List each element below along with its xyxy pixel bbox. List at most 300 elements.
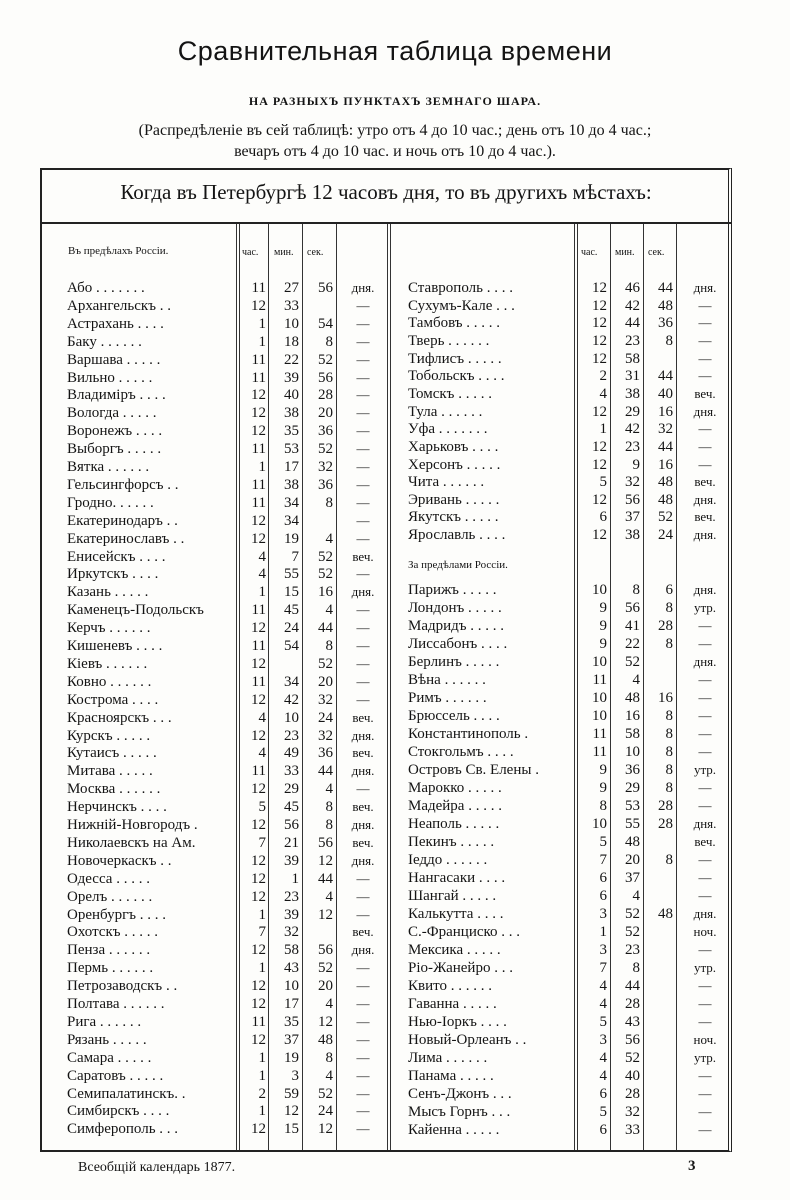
seconds-value bbox=[647, 923, 673, 941]
minutes-value: 45 bbox=[284, 602, 299, 619]
footer-publication: Всеобщій календарь 1877. bbox=[78, 1160, 236, 1175]
hours-value: 5 bbox=[599, 1104, 607, 1120]
seconds-value: 44 bbox=[658, 368, 673, 385]
hours-value: 10 bbox=[592, 816, 607, 832]
minutes-value: 46 bbox=[625, 280, 640, 296]
period-value: — bbox=[698, 1122, 712, 1137]
hours-value: 12 bbox=[592, 491, 607, 508]
place-name: Гродно. . . . . . bbox=[67, 494, 154, 511]
place-name: Керчъ . . . . . . bbox=[67, 620, 151, 637]
place-name: Астрахань . . . . bbox=[67, 315, 164, 332]
minutes-value: 40 bbox=[284, 387, 299, 404]
hours-value: 12 bbox=[251, 1031, 266, 1048]
period-value: — bbox=[356, 996, 370, 1011]
seconds-value: 44 bbox=[318, 870, 333, 887]
seconds-value: 52 bbox=[318, 960, 333, 977]
minutes-value: 19 bbox=[284, 1049, 299, 1066]
place-name: Лима . . . . . . bbox=[408, 1050, 488, 1066]
hours-value: 1 bbox=[258, 584, 266, 601]
place-name: Тамбовъ . . . . . bbox=[408, 315, 501, 332]
minutes-value: 23 bbox=[625, 942, 640, 958]
seconds-value: 52 bbox=[318, 351, 333, 368]
place-name: Тифлисъ . . . . . bbox=[408, 350, 502, 367]
hours-value: 11 bbox=[251, 369, 266, 386]
period-value: — bbox=[698, 456, 712, 472]
place-name: Саратовъ . . . . . bbox=[67, 1067, 164, 1084]
seconds-value bbox=[306, 512, 333, 530]
period-value: — bbox=[698, 1014, 712, 1029]
hours-value: 12 bbox=[251, 852, 266, 869]
hours-value: 4 bbox=[258, 745, 266, 762]
period-value: — bbox=[356, 1085, 370, 1101]
period-value: ноч. bbox=[693, 1032, 717, 1047]
period-value: веч. bbox=[352, 799, 374, 815]
minutes-value: 33 bbox=[625, 1122, 640, 1138]
page-title: Сравнительная таблица времени bbox=[177, 36, 613, 66]
seconds-value: 16 bbox=[658, 403, 673, 420]
col-hours-right: час. bbox=[581, 247, 598, 258]
place-name: Лиссабонъ . . . . bbox=[408, 636, 508, 652]
hours-value: 11 bbox=[251, 280, 266, 296]
seconds-value: 8 bbox=[325, 333, 333, 350]
seconds-value: 4 bbox=[325, 530, 333, 547]
seconds-value: 4 bbox=[325, 781, 333, 798]
place-name: Курскъ . . . . . bbox=[67, 727, 151, 744]
column-divider bbox=[610, 224, 611, 1150]
place-name: Екатеринодаръ . . bbox=[67, 512, 178, 529]
seconds-value bbox=[647, 887, 673, 905]
place-name: Сенъ-Джонъ . . . bbox=[408, 1086, 512, 1102]
period-value: — bbox=[356, 978, 370, 994]
period-value: — bbox=[356, 351, 370, 367]
minutes-value: 43 bbox=[284, 960, 299, 977]
place-name: Томскъ . . . . . bbox=[408, 385, 492, 402]
seconds-value: 8 bbox=[665, 744, 673, 760]
hours-value: 10 bbox=[592, 708, 607, 724]
hours-value: 4 bbox=[599, 996, 607, 1012]
seconds-value: 16 bbox=[318, 584, 333, 601]
minutes-value: 38 bbox=[625, 385, 640, 402]
place-name: Харьковъ . . . . bbox=[408, 438, 499, 455]
place-name: Лондонъ . . . . . bbox=[408, 600, 502, 616]
col-seconds-left: сек. bbox=[307, 247, 324, 258]
seconds-value: 8 bbox=[325, 638, 333, 654]
period-value: — bbox=[356, 691, 370, 707]
hours-value: 9 bbox=[599, 762, 607, 778]
minutes-value: 23 bbox=[284, 727, 299, 744]
minutes-value: 4 bbox=[632, 888, 640, 904]
place-name: Вѣна . . . . . . bbox=[408, 672, 486, 688]
place-name: Николаевскъ на Ам. bbox=[67, 834, 196, 851]
period-value: — bbox=[698, 1068, 712, 1083]
place-name: Або . . . . . . . bbox=[67, 280, 145, 296]
place-name: Красноярскъ . . . bbox=[67, 709, 172, 726]
place-name: Казань . . . . . bbox=[67, 584, 149, 601]
period-value: — bbox=[356, 494, 370, 510]
hours-value: 5 bbox=[599, 834, 607, 850]
hours-value: 12 bbox=[592, 315, 607, 332]
place-name: Чита . . . . . . bbox=[408, 474, 485, 491]
seconds-value: 8 bbox=[665, 762, 673, 778]
place-name: Нангасаки . . . . bbox=[408, 870, 506, 886]
period-value: — bbox=[356, 602, 370, 618]
period-value: — bbox=[356, 441, 370, 457]
period-value: — bbox=[356, 315, 370, 331]
minutes-value: 21 bbox=[284, 834, 299, 851]
seconds-value: 32 bbox=[318, 459, 333, 475]
period-value: дня. bbox=[351, 280, 375, 295]
seconds-value bbox=[647, 1103, 673, 1121]
place-name: Марокко . . . . . bbox=[408, 780, 502, 796]
minutes-value: 54 bbox=[284, 638, 299, 654]
place-name: Орелъ . . . . . . bbox=[67, 888, 153, 905]
hours-value: 1 bbox=[258, 906, 266, 923]
period-value: — bbox=[356, 423, 370, 439]
hours-value: 12 bbox=[251, 405, 266, 422]
minutes-value: 53 bbox=[625, 798, 640, 814]
place-name: Мексика . . . . . bbox=[408, 942, 501, 958]
minutes-value: 34 bbox=[284, 512, 299, 529]
hours-value: 6 bbox=[599, 1122, 607, 1138]
period-value: дня. bbox=[693, 582, 717, 597]
hours-value: 11 bbox=[251, 476, 266, 493]
seconds-value: 4 bbox=[325, 888, 333, 905]
seconds-value bbox=[647, 671, 673, 689]
period-value: дня. bbox=[351, 817, 375, 832]
seconds-value: 48 bbox=[658, 906, 673, 922]
minutes-value: 23 bbox=[625, 332, 640, 349]
hours-value: 11 bbox=[251, 441, 266, 458]
seconds-value: 12 bbox=[318, 1121, 333, 1138]
minutes-value: 56 bbox=[625, 1032, 640, 1048]
seconds-value: 52 bbox=[318, 566, 333, 583]
minutes-value: 18 bbox=[284, 333, 299, 350]
hours-value: 3 bbox=[599, 942, 607, 958]
section-abroad-label: За предѣлами Россіи. bbox=[408, 559, 508, 571]
period-value: — bbox=[698, 942, 712, 957]
period-value: — bbox=[698, 438, 712, 454]
column-divider bbox=[574, 224, 578, 1150]
minutes-value: 35 bbox=[284, 1013, 299, 1030]
place-name: Архангельскъ . . bbox=[67, 297, 171, 314]
seconds-value: 28 bbox=[658, 816, 673, 832]
minutes-value: 34 bbox=[284, 494, 299, 511]
minutes-value: 32 bbox=[625, 1104, 640, 1120]
seconds-value bbox=[647, 1049, 673, 1067]
period-value: — bbox=[356, 1013, 370, 1029]
place-name: Вильно . . . . . bbox=[67, 369, 153, 386]
hours-value: 12 bbox=[251, 297, 266, 314]
col-seconds-right: сек. bbox=[648, 247, 665, 258]
seconds-value: 8 bbox=[325, 817, 333, 833]
period-value: — bbox=[698, 618, 712, 633]
period-value: — bbox=[356, 387, 370, 403]
hours-value: 5 bbox=[599, 474, 607, 491]
place-name: Выборгъ . . . . . bbox=[67, 441, 162, 458]
period-value: веч. bbox=[694, 385, 716, 401]
seconds-value: 8 bbox=[665, 780, 673, 796]
place-name: Воронежъ . . . . bbox=[67, 423, 163, 440]
note-line-1: (Распредѣленіе въ сей таблицѣ: утро отъ 4 до 10 час.; день отъ 10 до 4 час.; bbox=[138, 122, 652, 139]
period-value: — bbox=[698, 726, 712, 741]
period-value: ноч. bbox=[693, 924, 717, 939]
column-divider bbox=[302, 224, 303, 1150]
hours-value: 12 bbox=[592, 527, 607, 544]
period-value: — bbox=[698, 690, 712, 705]
seconds-value: 24 bbox=[658, 527, 673, 544]
period-value: — bbox=[356, 870, 370, 886]
minutes-value: 38 bbox=[625, 527, 640, 544]
place-name: Иркутскъ . . . . bbox=[67, 566, 159, 583]
period-value: — bbox=[356, 1121, 370, 1137]
minutes-value: 29 bbox=[284, 781, 299, 798]
minutes-value: 42 bbox=[625, 421, 640, 438]
seconds-value: 8 bbox=[325, 799, 333, 816]
hours-value: 11 bbox=[251, 1013, 266, 1030]
hours-value: 12 bbox=[592, 456, 607, 473]
hours-value: 12 bbox=[251, 620, 266, 637]
seconds-value: 56 bbox=[318, 369, 333, 386]
hours-value: 12 bbox=[592, 438, 607, 455]
minutes-value: 39 bbox=[284, 852, 299, 869]
period-value: — bbox=[698, 315, 712, 331]
seconds-value: 56 bbox=[318, 834, 333, 851]
seconds-value: 32 bbox=[318, 727, 333, 744]
period-value: — bbox=[356, 512, 370, 528]
hours-value: 12 bbox=[251, 870, 266, 887]
hours-value: 1 bbox=[599, 421, 607, 438]
hours-value: 4 bbox=[258, 548, 266, 565]
place-name: Пермь . . . . . . bbox=[67, 960, 154, 977]
period-value: — bbox=[698, 672, 712, 687]
hours-value: 12 bbox=[251, 530, 266, 547]
place-name: Баку . . . . . . bbox=[67, 333, 142, 350]
period-value: — bbox=[698, 780, 712, 795]
place-name: Ярославль . . . . bbox=[408, 527, 506, 544]
period-value: веч. bbox=[352, 709, 374, 725]
hours-value: 4 bbox=[258, 709, 266, 726]
hours-value: 12 bbox=[592, 332, 607, 349]
seconds-value: 32 bbox=[318, 691, 333, 708]
period-value: утр. bbox=[693, 600, 717, 615]
hours-value: 6 bbox=[599, 509, 607, 526]
period-value: — bbox=[698, 636, 712, 651]
heading-divider bbox=[40, 222, 732, 224]
seconds-value bbox=[647, 1121, 673, 1139]
place-name: Уфа . . . . . . . bbox=[408, 421, 488, 438]
minutes-value: 12 bbox=[284, 1103, 299, 1120]
place-name: Семипалатинскъ. . bbox=[67, 1085, 186, 1102]
hours-value: 6 bbox=[599, 888, 607, 904]
minutes-value: 19 bbox=[284, 530, 299, 547]
hours-value: 1 bbox=[258, 459, 266, 475]
minutes-value: 32 bbox=[625, 474, 640, 491]
place-name: Кишеневъ . . . . bbox=[67, 638, 163, 654]
place-name: Римъ . . . . . . bbox=[408, 690, 487, 706]
hours-value: 9 bbox=[599, 600, 607, 616]
seconds-value: 4 bbox=[325, 602, 333, 619]
seconds-value: 56 bbox=[318, 942, 333, 959]
period-value: — bbox=[356, 781, 370, 797]
hours-value: 6 bbox=[599, 870, 607, 886]
place-name: Пенза . . . . . . bbox=[67, 942, 151, 959]
seconds-value: 52 bbox=[318, 1085, 333, 1102]
seconds-value: 28 bbox=[658, 618, 673, 634]
place-name: Нью-Іоркъ . . . . bbox=[408, 1014, 507, 1030]
place-name: Константинополь . bbox=[408, 726, 529, 742]
period-value: — bbox=[356, 638, 370, 653]
place-name: Гельсингфорсъ . . bbox=[67, 476, 179, 493]
hours-value: 12 bbox=[251, 888, 266, 905]
seconds-value: 36 bbox=[318, 476, 333, 493]
period-value: дня. bbox=[693, 403, 717, 419]
seconds-value: 24 bbox=[318, 709, 333, 726]
minutes-value: 53 bbox=[284, 441, 299, 458]
seconds-value bbox=[647, 833, 673, 851]
hours-value: 3 bbox=[599, 1032, 607, 1048]
place-name: Новочеркаскъ . . bbox=[67, 852, 172, 869]
place-name: Самара . . . . . bbox=[67, 1049, 152, 1066]
minutes-value: 10 bbox=[625, 744, 640, 760]
period-value: — bbox=[698, 978, 712, 993]
seconds-value: 52 bbox=[318, 655, 333, 672]
period-value: веч. bbox=[694, 509, 716, 525]
minutes-value: 40 bbox=[625, 1068, 640, 1084]
hours-value: 11 bbox=[251, 638, 266, 654]
minutes-value: 38 bbox=[284, 405, 299, 422]
minutes-value: 29 bbox=[625, 403, 640, 420]
seconds-value: 20 bbox=[318, 405, 333, 422]
period-value: дня. bbox=[693, 906, 717, 921]
place-name: Москва . . . . . . bbox=[67, 781, 161, 798]
place-name: Мысъ Горнъ . . . bbox=[408, 1104, 511, 1120]
period-value: — bbox=[356, 405, 370, 421]
seconds-value: 48 bbox=[318, 1031, 333, 1048]
period-value: — bbox=[356, 1031, 370, 1047]
period-value: — bbox=[356, 888, 370, 904]
minutes-value: 41 bbox=[625, 618, 640, 634]
hours-value: 11 bbox=[592, 744, 607, 760]
place-name: Оренбургъ . . . . bbox=[67, 906, 166, 923]
hours-value: 1 bbox=[599, 924, 607, 940]
minutes-value: 44 bbox=[625, 315, 640, 332]
seconds-value: 48 bbox=[658, 491, 673, 508]
seconds-value: 36 bbox=[318, 423, 333, 440]
hours-value: 12 bbox=[251, 512, 266, 529]
hours-value: 12 bbox=[592, 350, 607, 367]
column-divider bbox=[676, 224, 677, 1150]
place-name: Нижній-Новгородъ . bbox=[67, 817, 198, 833]
hours-value: 8 bbox=[599, 798, 607, 814]
hours-value: 4 bbox=[599, 1050, 607, 1066]
seconds-value: 8 bbox=[325, 494, 333, 511]
period-value: — bbox=[698, 1086, 712, 1101]
seconds-value: 8 bbox=[665, 600, 673, 616]
minutes-value: 42 bbox=[284, 691, 299, 708]
place-name: Стокгольмъ . . . . bbox=[408, 744, 514, 760]
minutes-value: 8 bbox=[632, 582, 640, 598]
period-value: — bbox=[356, 673, 370, 689]
period-value: веч. bbox=[352, 548, 374, 564]
hours-value: 7 bbox=[258, 924, 266, 941]
minutes-value: 37 bbox=[284, 1031, 299, 1048]
period-value: утр. bbox=[693, 960, 717, 975]
place-name: Митава . . . . . bbox=[67, 763, 153, 780]
period-value: утр. bbox=[693, 1050, 717, 1065]
minutes-value: 58 bbox=[625, 350, 640, 367]
hours-value: 12 bbox=[251, 691, 266, 708]
minutes-value: 49 bbox=[284, 745, 299, 762]
seconds-value bbox=[306, 923, 333, 941]
seconds-value bbox=[647, 995, 673, 1013]
hours-value: 11 bbox=[592, 672, 607, 688]
seconds-value: 28 bbox=[658, 798, 673, 814]
period-value: — bbox=[698, 996, 712, 1011]
minutes-value: 27 bbox=[284, 280, 299, 296]
col-hours-left: час. bbox=[242, 247, 259, 258]
seconds-value: 32 bbox=[658, 421, 673, 438]
seconds-value: 44 bbox=[658, 438, 673, 455]
hours-value: 1 bbox=[258, 960, 266, 977]
minutes-value: 56 bbox=[625, 491, 640, 508]
minutes-value: 28 bbox=[625, 1086, 640, 1102]
hours-value: 12 bbox=[251, 781, 266, 798]
seconds-value: 12 bbox=[318, 906, 333, 923]
hours-value: 5 bbox=[258, 799, 266, 816]
col-minutes-left: мин. bbox=[274, 247, 294, 258]
minutes-value: 10 bbox=[284, 315, 299, 332]
minutes-value: 33 bbox=[284, 763, 299, 780]
hours-value: 12 bbox=[251, 655, 266, 672]
hours-value: 1 bbox=[258, 333, 266, 350]
minutes-value: 52 bbox=[625, 906, 640, 922]
place-name: Рязань . . . . . bbox=[67, 1031, 147, 1048]
place-name: Екатеринославъ . . bbox=[67, 530, 185, 547]
hours-value: 11 bbox=[251, 494, 266, 511]
seconds-value: 48 bbox=[658, 474, 673, 491]
place-name: Рига . . . . . . bbox=[67, 1013, 142, 1030]
hours-value: 4 bbox=[599, 385, 607, 402]
seconds-value: 44 bbox=[318, 620, 333, 637]
seconds-value: 36 bbox=[658, 315, 673, 332]
seconds-value bbox=[647, 1067, 673, 1085]
seconds-value bbox=[647, 941, 673, 959]
minutes-value: 58 bbox=[284, 942, 299, 959]
hours-value: 11 bbox=[251, 351, 266, 368]
seconds-value bbox=[306, 297, 333, 315]
period-value: дня. bbox=[351, 942, 375, 958]
place-name: Симбирскъ . . . . bbox=[67, 1103, 170, 1120]
minutes-value: 22 bbox=[284, 351, 299, 368]
place-name: Калькутта . . . . bbox=[408, 906, 504, 922]
seconds-value: 4 bbox=[325, 996, 333, 1012]
place-name: Херсонъ . . . . . bbox=[408, 456, 501, 473]
seconds-value: 40 bbox=[658, 385, 673, 402]
seconds-value bbox=[647, 1013, 673, 1031]
period-value: — bbox=[356, 476, 370, 492]
period-value: утр. bbox=[693, 762, 717, 777]
note-line-2: вечаръ отъ 4 до 10 час. и ночь отъ 10 до 4 час.). bbox=[234, 143, 556, 160]
minutes-value: 35 bbox=[284, 423, 299, 440]
seconds-value bbox=[647, 350, 673, 368]
minutes-value: 3 bbox=[291, 1067, 299, 1084]
period-value: — bbox=[698, 744, 712, 759]
seconds-value: 56 bbox=[318, 280, 333, 296]
hours-value: 3 bbox=[599, 906, 607, 922]
period-value: — bbox=[698, 421, 712, 437]
hours-value: 1 bbox=[258, 1103, 266, 1120]
seconds-value: 36 bbox=[318, 745, 333, 762]
